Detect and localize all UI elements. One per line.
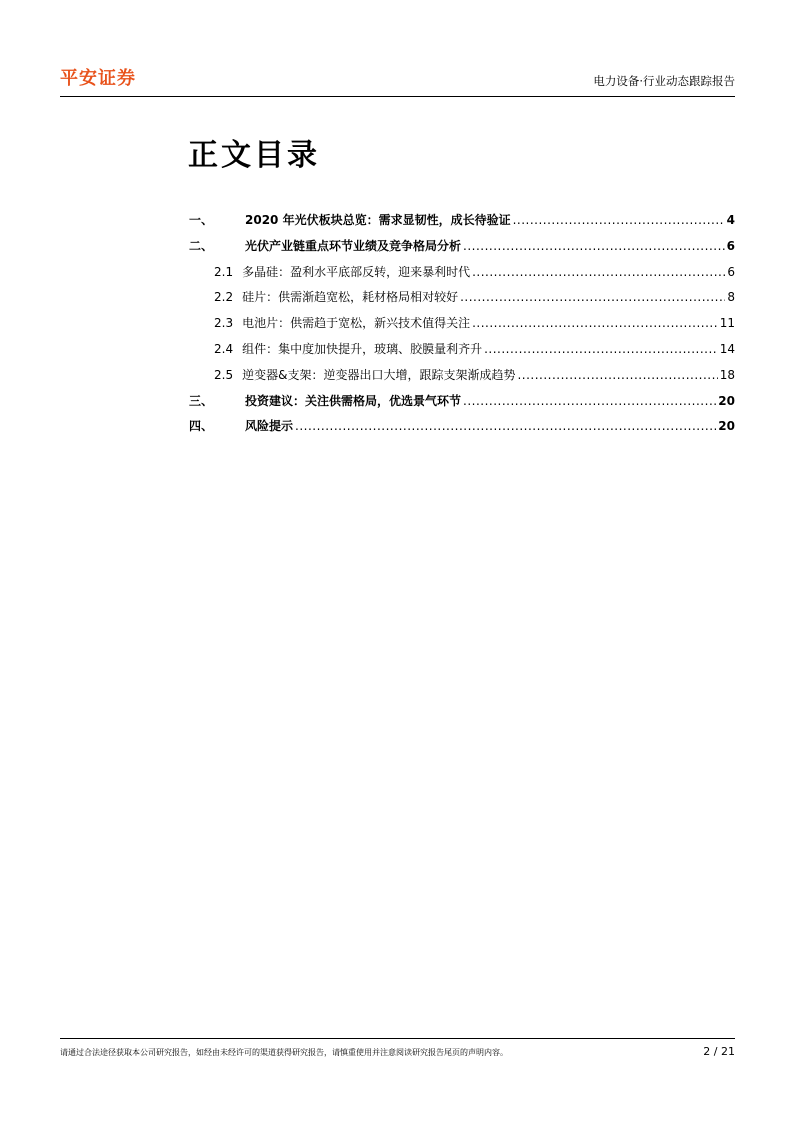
toc-subentry[interactable] xyxy=(189,263,735,289)
toc-leader-dots xyxy=(463,394,716,408)
toc-subentry[interactable] xyxy=(189,340,735,366)
brand-logo: 平安证券 xyxy=(60,68,136,89)
toc-page-number: 6 xyxy=(727,264,735,279)
toc-leader-dots xyxy=(295,419,716,433)
toc-page-number: 11 xyxy=(719,316,735,331)
toc-leader-dots xyxy=(517,368,717,382)
page-title: 正文目录 xyxy=(188,138,320,173)
toc-leader-dots xyxy=(484,342,718,356)
toc-number: 2.4 xyxy=(214,341,234,356)
toc-label: 组件：集中度加快提升，玻璃、胶膜量利齐升 xyxy=(242,341,483,356)
toc-leader-dots xyxy=(472,265,725,279)
toc-page-number: 8 xyxy=(727,290,735,305)
toc-leader-dots xyxy=(460,290,725,304)
page-indicator: 2 / 21 xyxy=(703,1045,735,1058)
toc-leader-dots xyxy=(513,213,725,227)
toc-number: 2.2 xyxy=(214,290,234,305)
toc-number: 2.3 xyxy=(214,316,234,331)
toc-label: 多晶硅：盈利水平底部反转，迎来暴利时代 xyxy=(242,264,471,279)
toc-label: 电池片：供需趋于宽松，新兴技术值得关注 xyxy=(242,316,471,331)
page-footer xyxy=(60,1038,735,1069)
toc-number: 2.5 xyxy=(214,367,234,382)
table-of-contents xyxy=(189,211,735,443)
toc-page-number: 20 xyxy=(718,393,735,408)
toc-subentry[interactable] xyxy=(189,288,735,314)
toc-page-number: 18 xyxy=(719,367,735,382)
toc-label: 硅片：供需渐趋宽松，耗材格局相对较好 xyxy=(242,290,459,305)
toc-entry[interactable] xyxy=(189,237,735,263)
toc-subentry[interactable] xyxy=(189,366,735,392)
toc-number: 一、 xyxy=(189,213,214,227)
report-type: 电力设备·行业动态跟踪报告 xyxy=(593,74,735,88)
toc-label: 逆变器&支架：逆变器出口大增，跟踪支架渐成趋势 xyxy=(242,367,516,382)
toc-entry[interactable] xyxy=(189,417,735,443)
toc-number: 二、 xyxy=(189,238,214,253)
toc-number: 四、 xyxy=(189,419,214,434)
toc-number: 三、 xyxy=(189,393,214,408)
toc-number: 2.1 xyxy=(214,264,234,279)
toc-page-number: 4 xyxy=(726,213,735,227)
toc-page-number: 20 xyxy=(718,419,735,434)
toc-entry[interactable] xyxy=(189,211,735,237)
toc-leader-dots xyxy=(472,316,718,330)
toc-label: 风险提示 xyxy=(245,419,294,434)
toc-leader-dots xyxy=(463,239,725,253)
toc-page-number: 14 xyxy=(719,341,735,356)
page-header xyxy=(60,62,735,97)
toc-page-number: 6 xyxy=(726,238,735,253)
footer-disclaimer: 请通过合法途径获取本公司研究报告，如经由未经许可的渠道获得研究报告，请慎重使用并注意阅读研究报告尾页的声明内容。 xyxy=(60,1048,508,1057)
toc-label: 投资建议：关注供需格局，优选景气环节 xyxy=(245,393,462,408)
toc-subentry[interactable] xyxy=(189,314,735,340)
toc-entry[interactable] xyxy=(189,392,735,418)
toc-label: 2020 年光伏板块总览：需求显韧性，成长待验证 xyxy=(245,213,511,227)
toc-label: 光伏产业链重点环节业绩及竞争格局分析 xyxy=(245,238,462,253)
